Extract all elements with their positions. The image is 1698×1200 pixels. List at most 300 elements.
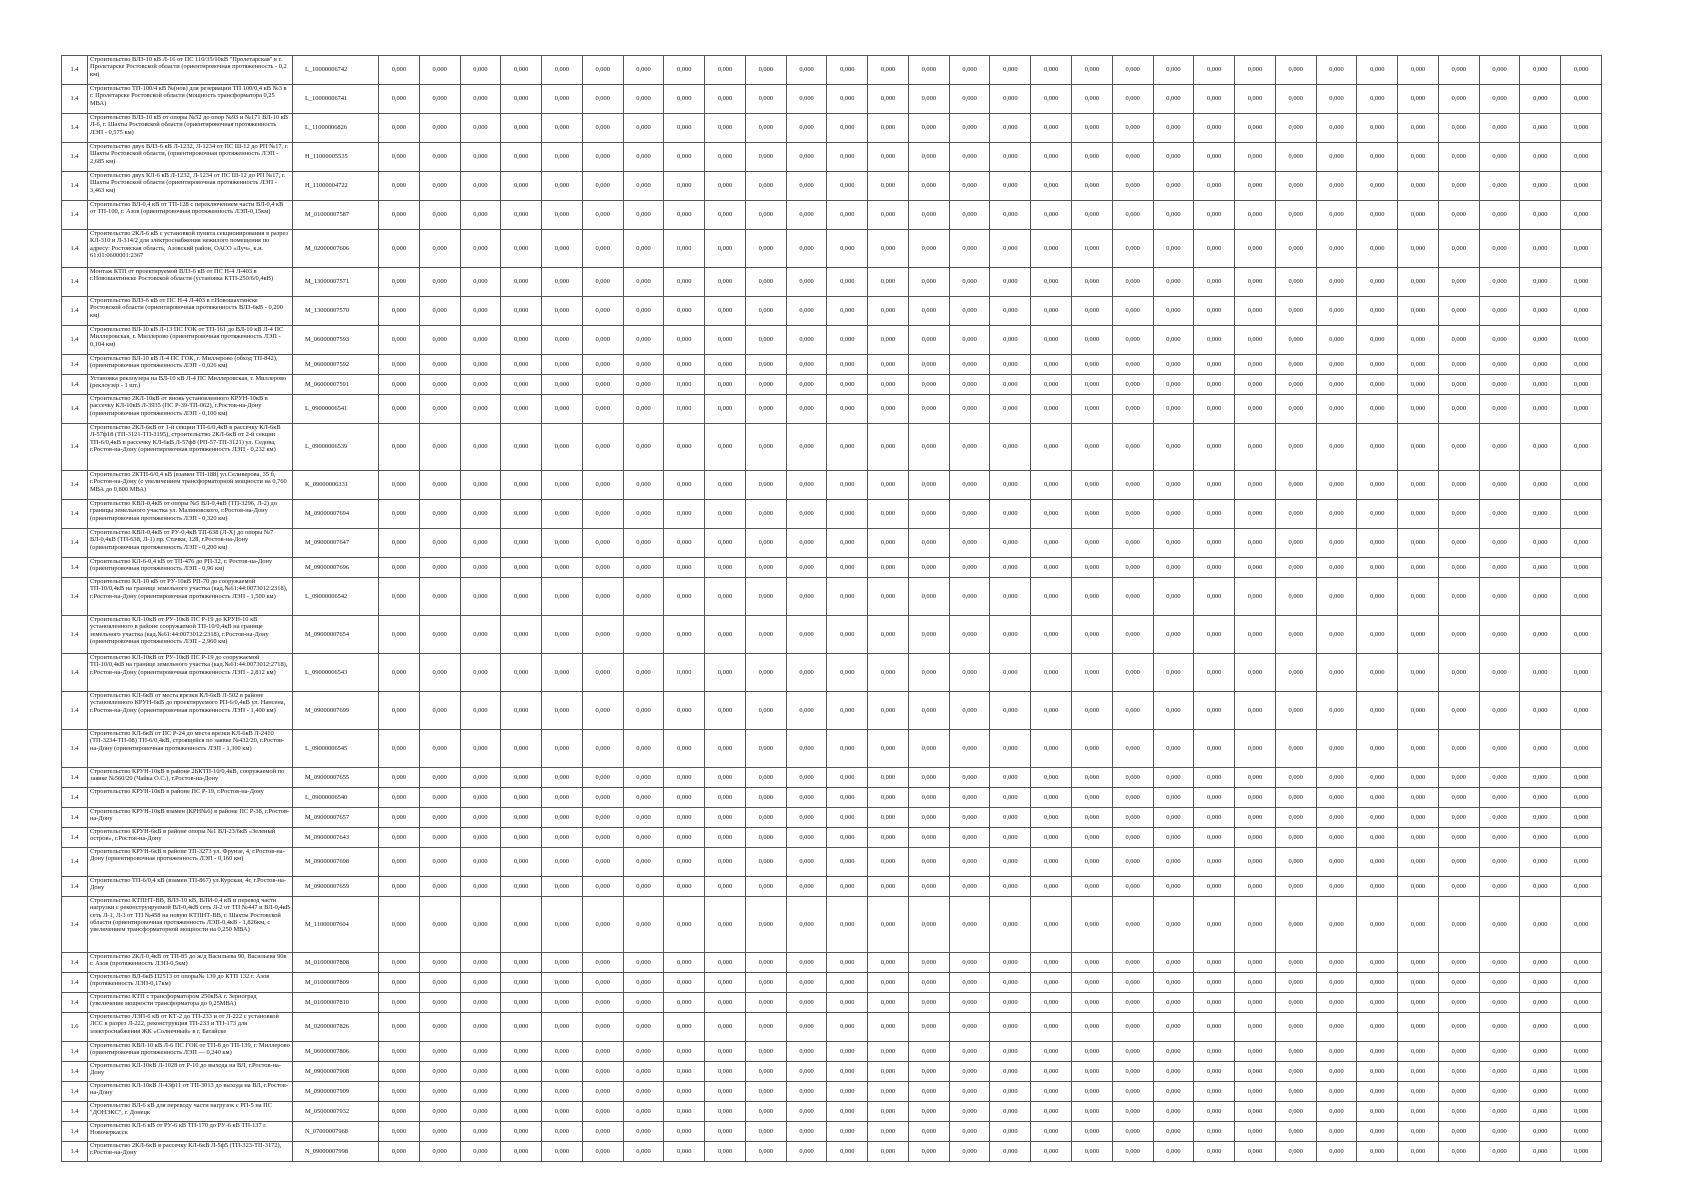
row-index-cell: 1.4 [62, 828, 88, 848]
value-cell: 0,000 [1112, 654, 1153, 692]
value-cell: 0,000 [1194, 578, 1235, 616]
value-cell: 0,000 [1072, 375, 1113, 395]
value-cell: 0,000 [1398, 326, 1439, 355]
value-cell: 0,000 [949, 201, 990, 230]
value-cell: 0,000 [1112, 201, 1153, 230]
value-cell: 0,000 [949, 355, 990, 375]
value-cell: 0,000 [1031, 578, 1072, 616]
value-cell: 0,000 [1235, 692, 1276, 730]
value-cell: 0,000 [786, 172, 827, 201]
value-cell: 0,000 [1194, 1142, 1235, 1162]
value-cell: 0,000 [1357, 56, 1398, 85]
value-cell: 0,000 [460, 808, 501, 828]
value-cell: 0,000 [1561, 897, 1602, 953]
value-cell: 0,000 [868, 375, 909, 395]
value-cell: 0,000 [664, 355, 705, 375]
value-cell: 0,000 [419, 268, 460, 297]
value-cell: 0,000 [419, 395, 460, 424]
value-cell: 0,000 [827, 395, 868, 424]
value-cell: 0,000 [1561, 471, 1602, 500]
project-name-cell: Строительство ВЛ-6кВ П2513 от опоры№ 139 до КТП 132 г. Азов (протяженность ЛЭП-0,17км) [88, 973, 293, 993]
value-cell: 0,000 [868, 1062, 909, 1082]
value-cell: 0,000 [1357, 500, 1398, 529]
value-cell: 0,000 [1153, 993, 1194, 1013]
value-cell: 0,000 [664, 201, 705, 230]
value-cell: 0,000 [419, 788, 460, 808]
value-cell: 0,000 [460, 326, 501, 355]
value-cell: 0,000 [1072, 529, 1113, 558]
value-cell: 0,000 [1357, 1062, 1398, 1082]
value-cell: 0,000 [786, 1082, 827, 1102]
value-cell: 0,000 [1031, 654, 1072, 692]
value-cell: 0,000 [949, 85, 990, 114]
value-cell: 0,000 [1031, 616, 1072, 654]
value-cell: 0,000 [379, 808, 420, 828]
value-cell: 0,000 [1072, 1042, 1113, 1062]
value-cell: 0,000 [1561, 1062, 1602, 1082]
row-index-cell: 1.4 [62, 730, 88, 768]
value-cell: 0,000 [1561, 558, 1602, 578]
value-cell: 0,000 [501, 558, 542, 578]
value-cell: 0,000 [501, 953, 542, 973]
value-cell: 0,000 [664, 808, 705, 828]
value-cell: 0,000 [1561, 268, 1602, 297]
value-cell: 0,000 [419, 230, 460, 268]
value-cell: 0,000 [1153, 1062, 1194, 1082]
value-cell: 0,000 [990, 172, 1031, 201]
value-cell: 0,000 [1398, 788, 1439, 808]
table-row [62, 114, 1602, 143]
value-cell: 0,000 [623, 114, 664, 143]
value-cell: 0,000 [1357, 973, 1398, 993]
row-index-cell: 1.4 [62, 143, 88, 172]
value-cell: 0,000 [623, 355, 664, 375]
value-cell: 0,000 [745, 85, 786, 114]
value-cell: 0,000 [1479, 1013, 1520, 1042]
value-cell: 0,000 [1072, 201, 1113, 230]
value-cell: 0,000 [542, 326, 583, 355]
value-cell: 0,000 [582, 558, 623, 578]
value-cell: 0,000 [786, 730, 827, 768]
value-cell: 0,000 [1194, 529, 1235, 558]
table-row [62, 897, 1602, 953]
value-cell: 0,000 [1153, 85, 1194, 114]
value-cell: 0,000 [827, 897, 868, 953]
row-index-cell: 1.4 [62, 500, 88, 529]
value-cell: 0,000 [745, 297, 786, 326]
value-cell: 0,000 [868, 1082, 909, 1102]
value-cell: 0,000 [908, 993, 949, 1013]
value-cell: 0,000 [664, 172, 705, 201]
project-code-cell: M_09000007909 [293, 1082, 379, 1102]
value-cell: 0,000 [745, 616, 786, 654]
value-cell: 0,000 [908, 529, 949, 558]
value-cell: 0,000 [1194, 375, 1235, 395]
value-cell: 0,000 [1194, 114, 1235, 143]
value-cell: 0,000 [1520, 355, 1561, 375]
value-cell: 0,000 [908, 355, 949, 375]
value-cell: 0,000 [419, 1062, 460, 1082]
value-cell: 0,000 [623, 616, 664, 654]
value-cell: 0,000 [1479, 297, 1520, 326]
value-cell: 0,000 [1357, 201, 1398, 230]
value-cell: 0,000 [1072, 808, 1113, 828]
value-cell: 0,000 [460, 56, 501, 85]
value-cell: 0,000 [1316, 56, 1357, 85]
value-cell: 0,000 [1438, 1122, 1479, 1142]
value-cell: 0,000 [1479, 500, 1520, 529]
value-cell: 0,000 [705, 143, 746, 172]
row-index-cell: 1.4 [62, 848, 88, 877]
value-cell: 0,000 [1479, 953, 1520, 973]
value-cell: 0,000 [908, 1013, 949, 1042]
value-cell: 0,000 [1479, 230, 1520, 268]
value-cell: 0,000 [1235, 1102, 1276, 1122]
value-cell: 0,000 [1031, 877, 1072, 897]
value-cell: 0,000 [1357, 788, 1398, 808]
value-cell: 0,000 [1479, 897, 1520, 953]
value-cell: 0,000 [582, 692, 623, 730]
value-cell: 0,000 [786, 114, 827, 143]
value-cell: 0,000 [1112, 85, 1153, 114]
value-cell: 0,000 [1398, 848, 1439, 877]
value-cell: 0,000 [542, 172, 583, 201]
value-cell: 0,000 [623, 143, 664, 172]
value-cell: 0,000 [1275, 424, 1316, 471]
value-cell: 0,000 [1357, 877, 1398, 897]
value-cell: 0,000 [623, 1122, 664, 1142]
value-cell: 0,000 [1520, 808, 1561, 828]
value-cell: 0,000 [460, 897, 501, 953]
project-code-cell: M_02000007606 [293, 230, 379, 268]
value-cell: 0,000 [990, 1062, 1031, 1082]
value-cell: 0,000 [501, 201, 542, 230]
value-cell: 0,000 [1235, 297, 1276, 326]
value-cell: 0,000 [827, 1122, 868, 1142]
value-cell: 0,000 [786, 788, 827, 808]
value-cell: 0,000 [582, 529, 623, 558]
value-cell: 0,000 [460, 877, 501, 897]
value-cell: 0,000 [379, 297, 420, 326]
value-cell: 0,000 [664, 529, 705, 558]
value-cell: 0,000 [1235, 1062, 1276, 1082]
value-cell: 0,000 [1479, 1142, 1520, 1162]
value-cell: 0,000 [379, 143, 420, 172]
value-cell: 0,000 [1398, 355, 1439, 375]
value-cell: 0,000 [1561, 355, 1602, 375]
value-cell: 0,000 [542, 828, 583, 848]
value-cell: 0,000 [582, 848, 623, 877]
value-cell: 0,000 [1275, 326, 1316, 355]
value-cell: 0,000 [1520, 768, 1561, 788]
value-cell: 0,000 [1398, 578, 1439, 616]
value-cell: 0,000 [1235, 326, 1276, 355]
project-code-cell: K_09000006331 [293, 471, 379, 500]
value-cell: 0,000 [1153, 616, 1194, 654]
value-cell: 0,000 [1316, 848, 1357, 877]
value-cell: 0,000 [1194, 654, 1235, 692]
value-cell: 0,000 [582, 768, 623, 788]
project-code-cell: M_13000007570 [293, 297, 379, 326]
value-cell: 0,000 [1438, 201, 1479, 230]
value-cell: 0,000 [1561, 56, 1602, 85]
value-cell: 0,000 [990, 1013, 1031, 1042]
value-cell: 0,000 [623, 578, 664, 616]
table-row [62, 85, 1602, 114]
value-cell: 0,000 [582, 788, 623, 808]
value-cell: 0,000 [1235, 848, 1276, 877]
value-cell: 0,000 [1438, 424, 1479, 471]
value-cell: 0,000 [1438, 993, 1479, 1013]
value-cell: 0,000 [1235, 230, 1276, 268]
value-cell: 0,000 [1438, 375, 1479, 395]
value-cell: 0,000 [1479, 808, 1520, 828]
value-cell: 0,000 [786, 973, 827, 993]
value-cell: 0,000 [1153, 201, 1194, 230]
value-cell: 0,000 [664, 877, 705, 897]
value-cell: 0,000 [623, 471, 664, 500]
value-cell: 0,000 [623, 953, 664, 973]
value-cell: 0,000 [705, 1102, 746, 1122]
value-cell: 0,000 [582, 730, 623, 768]
value-cell: 0,000 [542, 993, 583, 1013]
project-name-cell: Строительство 2КЛ-10кВ от вновь установленного КРУН-10кВ в рассечку КЛ-10кВ Л-3935 (ПС Р-39-ТП-062), г.Ростов-на-Дону (ориентировочная протяженность ЛЭП - 0,100 км) [88, 395, 293, 424]
value-cell: 0,000 [1194, 424, 1235, 471]
value-cell: 0,000 [1235, 268, 1276, 297]
table-row [62, 230, 1602, 268]
value-cell: 0,000 [419, 1082, 460, 1102]
value-cell: 0,000 [542, 529, 583, 558]
value-cell: 0,000 [990, 268, 1031, 297]
value-cell: 0,000 [542, 143, 583, 172]
value-cell: 0,000 [1398, 268, 1439, 297]
value-cell: 0,000 [419, 848, 460, 877]
value-cell: 0,000 [1479, 424, 1520, 471]
value-cell: 0,000 [827, 529, 868, 558]
value-cell: 0,000 [501, 616, 542, 654]
value-cell: 0,000 [1153, 558, 1194, 578]
value-cell: 0,000 [501, 1013, 542, 1042]
value-cell: 0,000 [623, 558, 664, 578]
value-cell: 0,000 [705, 355, 746, 375]
value-cell: 0,000 [379, 828, 420, 848]
value-cell: 0,000 [1561, 1013, 1602, 1042]
value-cell: 0,000 [623, 529, 664, 558]
value-cell: 0,000 [827, 973, 868, 993]
project-code-cell: M_11000007604 [293, 897, 379, 953]
value-cell: 0,000 [990, 85, 1031, 114]
value-cell: 0,000 [1112, 558, 1153, 578]
value-cell: 0,000 [1316, 1122, 1357, 1142]
value-cell: 0,000 [1153, 143, 1194, 172]
value-cell: 0,000 [1031, 558, 1072, 578]
value-cell: 0,000 [1357, 1082, 1398, 1102]
value-cell: 0,000 [868, 355, 909, 375]
value-cell: 0,000 [623, 201, 664, 230]
value-cell: 0,000 [419, 897, 460, 953]
value-cell: 0,000 [949, 848, 990, 877]
value-cell: 0,000 [1072, 355, 1113, 375]
value-cell: 0,000 [1316, 114, 1357, 143]
value-cell: 0,000 [786, 201, 827, 230]
project-code-cell: M_01000007810 [293, 993, 379, 1013]
project-name-cell: Строительство КЛ-6 кВ от РУ-6 кВ ТП-170 до РУ-6 кВ ТП-137 г. Новочеркасск [88, 1122, 293, 1142]
value-cell: 0,000 [1316, 1102, 1357, 1122]
value-cell: 0,000 [1235, 808, 1276, 828]
value-cell: 0,000 [1235, 355, 1276, 375]
value-cell: 0,000 [1235, 375, 1276, 395]
value-cell: 0,000 [419, 558, 460, 578]
value-cell: 0,000 [664, 897, 705, 953]
value-cell: 0,000 [542, 355, 583, 375]
value-cell: 0,000 [949, 297, 990, 326]
value-cell: 0,000 [1153, 395, 1194, 424]
value-cell: 0,000 [1194, 1042, 1235, 1062]
value-cell: 0,000 [990, 808, 1031, 828]
value-cell: 0,000 [1153, 654, 1194, 692]
value-cell: 0,000 [786, 1142, 827, 1162]
value-cell: 0,000 [1153, 1102, 1194, 1122]
value-cell: 0,000 [745, 1013, 786, 1042]
value-cell: 0,000 [745, 730, 786, 768]
value-cell: 0,000 [1316, 1042, 1357, 1062]
value-cell: 0,000 [1235, 529, 1276, 558]
value-cell: 0,000 [582, 471, 623, 500]
value-cell: 0,000 [1235, 424, 1276, 471]
value-cell: 0,000 [419, 730, 460, 768]
value-cell: 0,000 [1275, 973, 1316, 993]
value-cell: 0,000 [1438, 768, 1479, 788]
value-cell: 0,000 [419, 877, 460, 897]
value-cell: 0,000 [1398, 1082, 1439, 1102]
value-cell: 0,000 [868, 114, 909, 143]
value-cell: 0,000 [542, 1042, 583, 1062]
value-cell: 0,000 [1520, 268, 1561, 297]
value-cell: 0,000 [827, 471, 868, 500]
value-cell: 0,000 [460, 114, 501, 143]
value-cell: 0,000 [582, 993, 623, 1013]
value-cell: 0,000 [1316, 788, 1357, 808]
value-cell: 0,000 [379, 85, 420, 114]
value-cell: 0,000 [1275, 500, 1316, 529]
value-cell: 0,000 [949, 953, 990, 973]
value-cell: 0,000 [1479, 558, 1520, 578]
value-cell: 0,000 [1398, 808, 1439, 828]
value-cell: 0,000 [908, 897, 949, 953]
row-index-cell: 1.4 [62, 616, 88, 654]
value-cell: 0,000 [501, 172, 542, 201]
table-row [62, 788, 1602, 808]
value-cell: 0,000 [623, 172, 664, 201]
project-name-cell: Строительство 2КТП-6/0,4 кВ (взамен ТП-188) ул.Селиверова, 35 б, г.Ростов-на-Дону (с увеличением трансформаторной мощности на 0,760 МВА до 0,800 МВА) [88, 471, 293, 500]
value-cell: 0,000 [1357, 953, 1398, 973]
value-cell: 0,000 [379, 230, 420, 268]
value-cell: 0,000 [1031, 993, 1072, 1013]
value-cell: 0,000 [1031, 500, 1072, 529]
value-cell: 0,000 [1235, 85, 1276, 114]
value-cell: 0,000 [949, 56, 990, 85]
project-name-cell: Строительство КРУН-6кВ в районе опоры №1 ВЛ-23/6кВ «Зеленый остров», г.Ростов-на-Дону [88, 828, 293, 848]
value-cell: 0,000 [1520, 424, 1561, 471]
value-cell: 0,000 [501, 85, 542, 114]
value-cell: 0,000 [664, 848, 705, 877]
value-cell: 0,000 [705, 808, 746, 828]
value-cell: 0,000 [1479, 1102, 1520, 1122]
value-cell: 0,000 [1357, 1013, 1398, 1042]
value-cell: 0,000 [1438, 953, 1479, 973]
project-name-cell: Строительство КЛ-10кВ от РУ-10кВ ПС Р-19 до КРУН-10 кВ установленного в районе сооружаемой ТП-10/0,4кВ на границе земельного участка (кад.№61:44:0073012:2318), г.Ростов-на-Дону (ориентировочная протяженность ЛЭП - 2,960 км) [88, 616, 293, 654]
project-code-cell: M_06000007591 [293, 375, 379, 395]
value-cell: 0,000 [990, 1042, 1031, 1062]
value-cell: 0,000 [1520, 953, 1561, 973]
value-cell: 0,000 [1561, 973, 1602, 993]
value-cell: 0,000 [1479, 471, 1520, 500]
value-cell: 0,000 [501, 500, 542, 529]
value-cell: 0,000 [868, 143, 909, 172]
value-cell: 0,000 [949, 326, 990, 355]
value-cell: 0,000 [827, 375, 868, 395]
value-cell: 0,000 [501, 114, 542, 143]
value-cell: 0,000 [1561, 201, 1602, 230]
value-cell: 0,000 [419, 114, 460, 143]
value-cell: 0,000 [623, 375, 664, 395]
value-cell: 0,000 [705, 692, 746, 730]
value-cell: 0,000 [1316, 953, 1357, 973]
value-cell: 0,000 [1561, 1082, 1602, 1102]
project-code-cell: M_09000007643 [293, 828, 379, 848]
value-cell: 0,000 [623, 828, 664, 848]
project-name-cell: Строительство ТП-100/4 кВ №(нов) для резервации ТП 100/0,4 кВ №3 в г. Пролетарске Ростовской области (мощность трансформатора 0,25 МВА) [88, 85, 293, 114]
value-cell: 0,000 [1275, 578, 1316, 616]
value-cell: 0,000 [419, 1042, 460, 1062]
value-cell: 0,000 [949, 973, 990, 993]
value-cell: 0,000 [1031, 471, 1072, 500]
value-cell: 0,000 [745, 355, 786, 375]
value-cell: 0,000 [419, 172, 460, 201]
value-cell: 0,000 [786, 297, 827, 326]
value-cell: 0,000 [1275, 172, 1316, 201]
row-index-cell: 1.6 [62, 1013, 88, 1042]
row-index-cell: 1.4 [62, 1042, 88, 1062]
value-cell: 0,000 [1153, 808, 1194, 828]
value-cell: 0,000 [501, 848, 542, 877]
value-cell: 0,000 [1316, 375, 1357, 395]
value-cell: 0,000 [1275, 808, 1316, 828]
value-cell: 0,000 [1316, 85, 1357, 114]
value-cell: 0,000 [379, 375, 420, 395]
value-cell: 0,000 [1194, 973, 1235, 993]
value-cell: 0,000 [419, 578, 460, 616]
row-index-cell: 1.4 [62, 326, 88, 355]
value-cell: 0,000 [786, 877, 827, 897]
value-cell: 0,000 [1153, 1122, 1194, 1142]
value-cell: 0,000 [623, 1102, 664, 1122]
table-row [62, 143, 1602, 172]
value-cell: 0,000 [1235, 1082, 1276, 1102]
value-cell: 0,000 [542, 1013, 583, 1042]
value-cell: 0,000 [1357, 355, 1398, 375]
project-code-cell: M_09000007698 [293, 848, 379, 877]
table-row [62, 375, 1602, 395]
value-cell: 0,000 [705, 768, 746, 788]
value-cell: 0,000 [1520, 1102, 1561, 1122]
value-cell: 0,000 [908, 1122, 949, 1142]
value-cell: 0,000 [786, 326, 827, 355]
project-code-cell: M_09000007694 [293, 500, 379, 529]
project-code-cell: M_09000007647 [293, 529, 379, 558]
value-cell: 0,000 [1153, 877, 1194, 897]
value-cell: 0,000 [1398, 877, 1439, 897]
